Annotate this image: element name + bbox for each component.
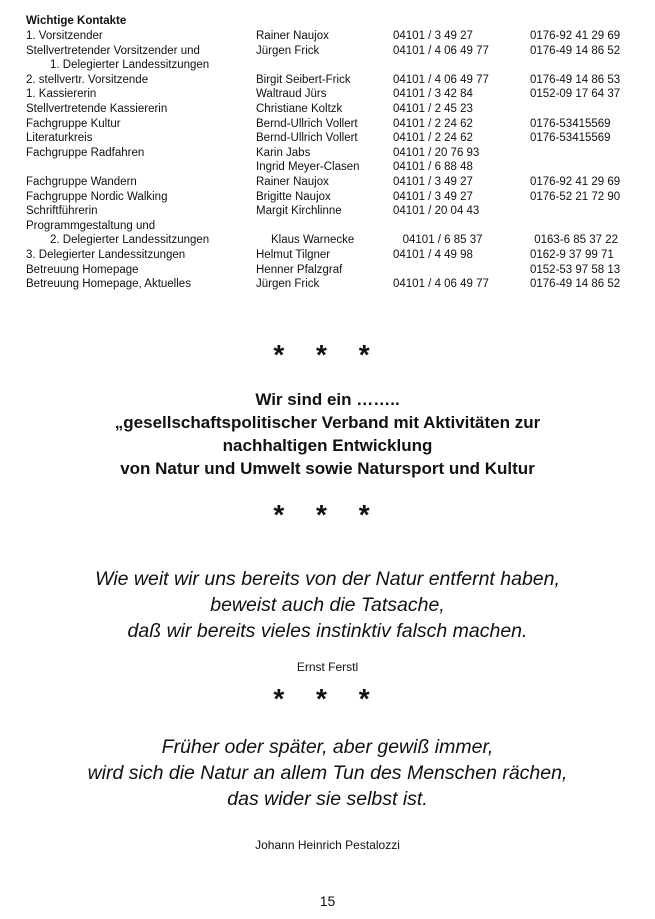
separator-stars: * * * [273,499,382,530]
contacts-section [26,14,638,292]
contact-role: Schriftführerin [26,205,98,218]
contact-row [26,146,638,161]
contact-row [26,160,638,175]
contact-name: Karin Jabs [256,146,311,159]
contact-mobile: 0176-49 14 86 52 [530,278,621,291]
contact-mobile: 0163-6 85 37 22 [534,234,619,247]
contact-name: Ingrid Meyer-Clasen [256,161,360,174]
contact-mobile [530,204,638,219]
contact-row [26,190,638,205]
quote-line: wird sich die Natur an allem Tun des Menschen rächen, [87,762,568,784]
contact-phone: 04101 / 2 24 62 [393,117,473,130]
contact-role: 2. stellvertr. Vorsitzende [26,73,149,86]
contact-row [26,233,638,248]
contact-role: Fachgruppe Kultur [26,117,121,130]
contact-name [271,58,403,73]
contact-row [26,44,638,59]
quote-ferstl [0,566,655,644]
contact-phone: 04101 / 6 85 37 [402,234,483,247]
contact-row [26,29,638,44]
contact-row [26,117,638,132]
contact-phone: 04101 / 4 49 98 [393,248,473,261]
motto-line: von Natur und Umwelt sowie Natursport und Kultur [120,459,535,478]
contact-role: 1. Delegierter Landessitzungen [50,59,210,72]
contact-row [26,87,638,102]
contact-row [26,102,638,117]
contact-mobile [534,58,638,73]
contact-role: Fachgruppe Nordic Walking [26,190,168,203]
contacts-title: Wichtige Kontakte [26,15,127,27]
page-number: 15 [319,893,336,909]
contact-phone: 04101 / 2 24 62 [393,132,473,145]
contact-role: 2. Delegierter Landessitzungen [50,234,210,247]
contact-role: 1. Vorsitzender [26,30,103,42]
contact-mobile: 0176-49 14 86 53 [530,73,621,86]
contact-role: 1. Kassiererin [26,88,97,101]
contact-mobile: 0152-53 97 58 13 [530,263,621,276]
contact-row [26,204,638,219]
contact-phone: 04101 / 20 76 93 [393,146,480,159]
contact-mobile: 0176-53415569 [530,132,611,145]
contact-mobile: 0176-92 41 29 69 [530,175,621,188]
contact-role: Fachgruppe Radfahren [26,146,145,159]
contact-row [26,248,638,263]
contact-mobile: 0176-53415569 [530,117,611,130]
contact-name: Waltraud Jürs [256,88,327,101]
contact-mobile: 0176-52 21 72 90 [530,190,621,203]
contact-name: Jürgen Frick [256,44,320,57]
contact-name: Bernd-Ullrich Vollert [256,117,358,130]
contact-mobile [530,219,638,234]
contact-row [26,131,638,146]
contact-mobile: 0176-49 14 86 52 [530,44,621,57]
contact-phone: 04101 / 3 49 27 [393,30,473,42]
motto-line: nachhaltigen Entwicklung [222,436,433,455]
contact-role: 3. Delegierter Landessitzungen [26,248,186,261]
contact-name: Jürgen Frick [256,278,320,291]
contact-mobile: 0176-92 41 29 69 [530,30,621,42]
separator-stars: * * * [273,683,382,714]
contact-phone [403,58,535,73]
contact-phone: 04101 / 20 04 43 [393,205,480,218]
contact-row [26,263,638,278]
contact-mobile [530,160,638,175]
contact-phone: 04101 / 3 49 27 [393,190,473,203]
contact-role [26,160,256,175]
contact-name: Brigitte Naujox [256,190,331,203]
contact-row [26,73,638,88]
quote-line: beweist auch die Tatsache, [210,594,445,616]
contact-phone: 04101 / 4 06 49 77 [393,44,489,57]
quote-line: Wie weit wir uns bereits von der Natur entfernt haben, [95,568,560,590]
contact-phone: 04101 / 2 45 23 [393,102,473,115]
contact-name: Bernd-Ullrich Vollert [256,132,358,145]
contact-role: Stellvertretende Kassiererin [26,102,168,115]
contact-role: Betreuung Homepage, Aktuelles [26,278,191,291]
quote-line: das wider sie selbst ist. [227,788,428,810]
quote-line: daß wir bereits vieles instinktiv falsch machen. [127,620,528,642]
contact-name [256,219,393,234]
contact-mobile [530,146,638,161]
contact-name: Rainer Naujox [256,175,329,188]
separator-stars: * * * [273,339,382,370]
contact-name: Henner Pfalzgraf [256,263,343,276]
contact-name: Klaus Warnecke [270,234,355,247]
contact-role: Stellvertretender Vorsitzender und [26,44,200,57]
contact-phone: 04101 / 3 42 84 [393,88,473,101]
contact-name: Birgit Seibert-Frick [256,73,351,86]
contact-mobile [530,102,638,117]
contact-role: Fachgruppe Wandern [26,175,137,188]
motto-line: „gesellschaftspolitischer Verband mit Aktivitäten zur [114,413,541,432]
contact-name: Christiane Koltzk [256,102,343,115]
contact-mobile: 0152-09 17 64 37 [530,88,621,101]
contact-row [26,219,638,234]
contact-phone: 04101 / 4 06 49 77 [393,278,489,291]
contact-phone [393,219,530,234]
contact-row [26,175,638,190]
motto-block [0,388,655,480]
contact-role: Programmgestaltung und [26,219,156,232]
contact-name: Helmut Tilgner [256,248,331,261]
contact-row [26,277,638,292]
motto-line: Wir sind ein …….. [255,390,400,409]
contact-phone: 04101 / 4 06 49 77 [393,73,489,86]
contact-row [26,58,638,73]
contact-name: Rainer Naujox [256,30,329,42]
contact-phone [393,263,530,278]
quote-author: Ernst Ferstl [296,660,359,674]
contact-role: Betreuung Homepage [26,263,139,276]
quote-line: Früher oder später, aber gewiß immer, [161,736,494,758]
contact-phone: 04101 / 3 49 27 [393,175,473,188]
contact-name: Margit Kirchlinne [256,205,342,218]
contact-role: Literaturkreis [26,132,93,145]
contact-phone: 04101 / 6 88 48 [393,161,473,174]
quote-pestalozzi [0,734,655,812]
quote-author: Johann Heinrich Pestalozzi [255,838,400,852]
contacts-table [26,29,638,292]
contact-mobile: 0162-9 37 99 71 [530,248,614,261]
